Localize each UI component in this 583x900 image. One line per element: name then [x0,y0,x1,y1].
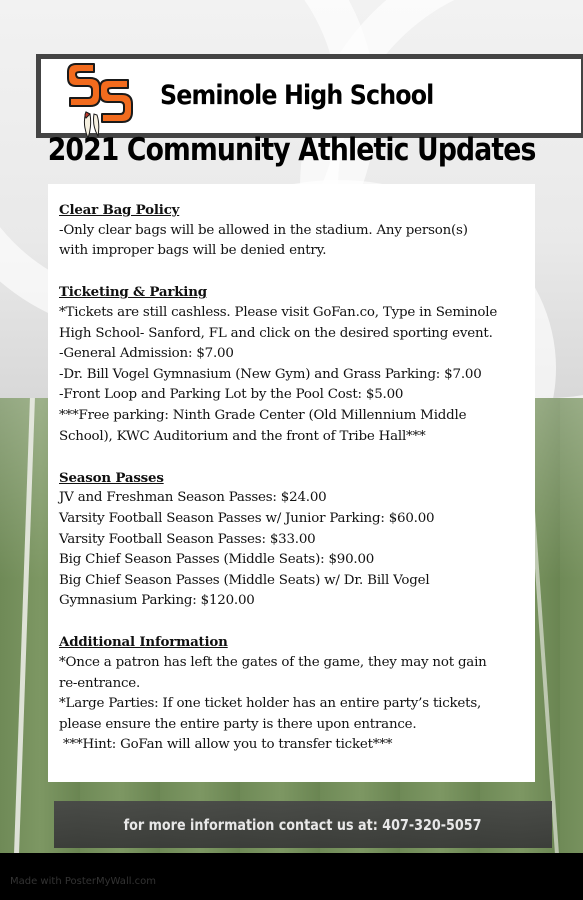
clear-bag-line: with improper bags will be denied entry. [59,243,327,259]
ticketing-line: -Dr. Bill Vogel Gymnasium (New Gym) and Grass Parking: $7.00 [59,366,482,382]
ticketing-line: -Front Loop and Parking Lot by the Pool Cost: $5.00 [59,387,404,403]
watermark: Made with PosterMyWall.com [10,876,157,887]
season-pass-line: Gymnasium Parking: $120.00 [59,593,255,609]
seminole-ss-feather-logo-icon [64,58,134,140]
additional-info-line: *Once a patron has left the gates of the game, they may not gain [59,655,487,671]
season-pass-line: Big Chief Season Passes (Middle Seats): $90.00 [59,552,375,568]
ticketing-line: School), KWC Auditorium and the front of Tribe Hall*** [59,428,426,444]
info-panel [48,184,535,782]
clear-bag-heading: Clear Bag Policy [59,202,180,218]
field-line [14,398,35,853]
additional-info-line: ***Hint: GoFan will allow you to transfer ticket*** [59,737,393,753]
season-pass-line: Varsity Football Season Passes w/ Junior Parking: $60.00 [59,510,435,526]
page-title [0,132,583,168]
season-pass-line: Varsity Football Season Passes: $33.00 [59,531,316,547]
additional-info-line: re-entrance. [59,675,141,691]
ticketing-line: *Tickets are still cashless. Please visit GoFan.co, Type in Seminole [59,304,498,320]
season-pass-line: Big Chief Season Passes (Middle Seats) w/ Dr. Bill Vogel [59,572,430,588]
ticketing-line: -General Admission: $7.00 [59,346,234,362]
additional-info-line: *Large Parties: If one ticket holder has an entire party’s tickets, [59,696,482,712]
contact-text: for more information contact us at: 407-320-5057 [124,815,482,834]
ticketing-heading: Ticketing & Parking [59,284,207,301]
contact-banner [54,801,552,848]
page-title-text: 2021 Community Athletic Updates [47,132,536,168]
additional-info-heading: Additional Information [59,634,228,651]
clear-bag-line: -Only clear bags will be allowed in the stadium. Any person(s) [59,222,468,238]
school-name: Seminole High School [160,80,434,111]
ticketing-line: High School- Sanford, FL and click on the desired sporting event. [59,325,493,341]
season-pass-line: JV and Freshman Season Passes: $24.00 [59,490,327,506]
ticketing-line: ***Free parking: Ninth Grade Center (Old Millennium Middle [59,407,467,423]
season-passes-heading: Season Passes [59,469,164,486]
additional-info-line: please ensure the entire party is there upon entrance. [59,716,417,732]
